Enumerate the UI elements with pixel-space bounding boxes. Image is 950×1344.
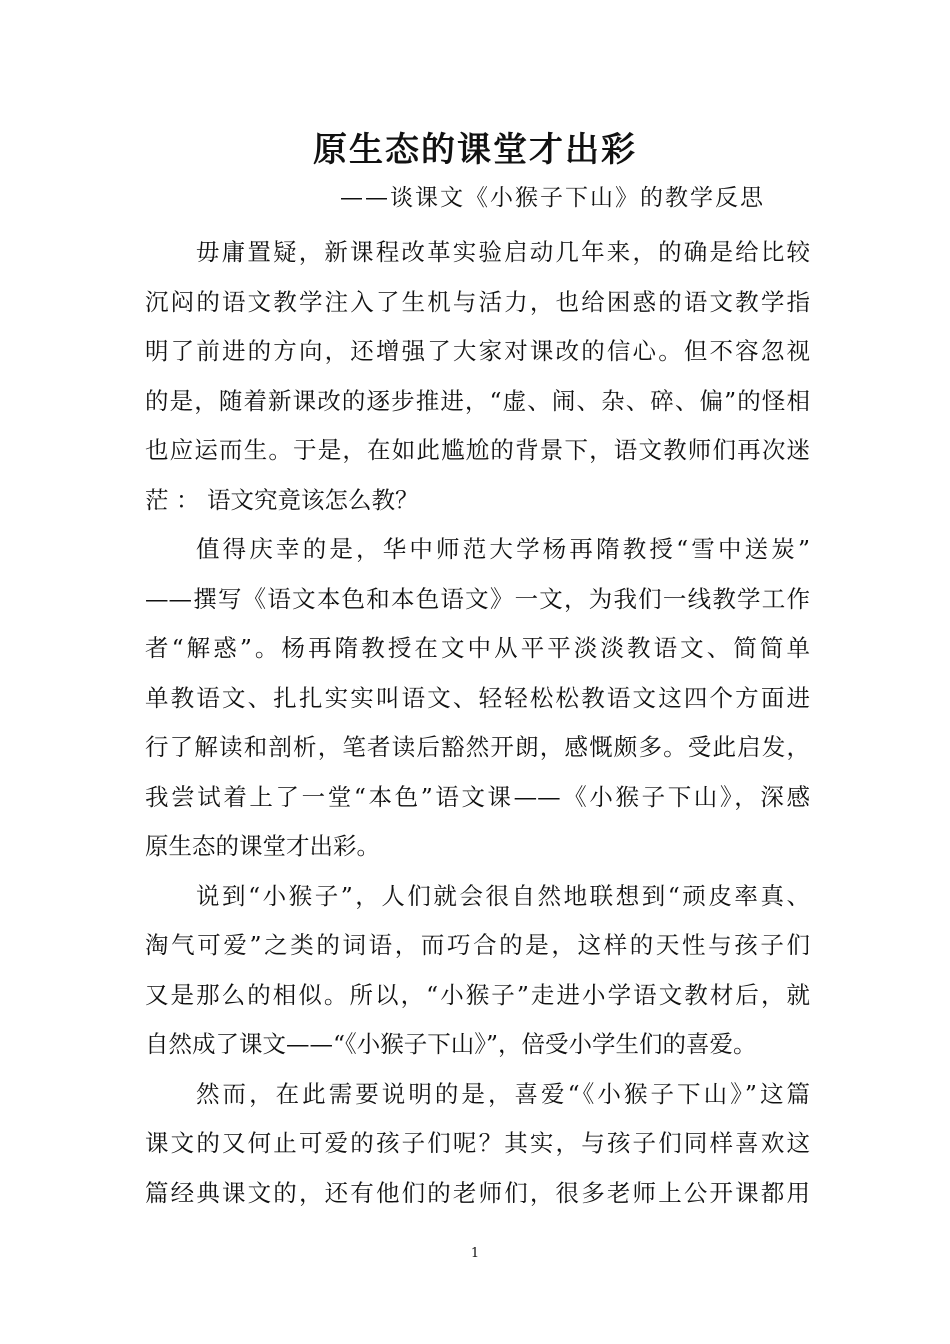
page-number: 1 — [470, 1246, 480, 1261]
text-line: 也应运而生。于是，在如此尴尬的背景下，语文教师们再次迷 — [145, 436, 810, 464]
text-line: 淘气可爱”之类的词语，而巧合的是，这样的天性与孩子们 — [145, 931, 810, 959]
text-line: 篇经典课文的，还有他们的老师们，很多老师上公开课都用 — [145, 1178, 810, 1207]
text-line: 然而，在此需要说明的是，喜爱“《小猴子下山》”这篇 — [196, 1079, 810, 1108]
text-line: 行了解读和剖析，笔者读后豁然开朗，感慨颇多。受此启发， — [145, 733, 810, 761]
text-line: 又是那么的相似。所以，“小猴子”走进小学语文教材后，就 — [145, 980, 810, 1009]
text-line: ——撰写《语文本色和本色语文》一文，为我们一线教学工作 — [145, 584, 810, 613]
document-subtitle: ——谈课文《小猴子下山》的教学反思 — [340, 185, 765, 211]
text-line: 原生态的课堂才出彩。 — [145, 832, 380, 860]
text-line: 自然成了课文——“《小猴子下山》”，倍受小学生们的喜爱。 — [145, 1030, 757, 1058]
document-title: 原生态的课堂才出彩 — [313, 130, 637, 170]
document-body — [145, 228, 810, 1218]
text-line: 茫 ： 语文究竟该怎么教？ — [145, 485, 419, 514]
text-line: 的是，随着新课改的逐步推进，“虚、闹、杂、碎、偏”的怪相 — [145, 386, 810, 415]
text-line: 者“解惑”。杨再隋教授在文中从平平淡淡教语文、简简单 — [145, 634, 810, 662]
text-line: 说到“小猴子”，人们就会很自然地联想到“顽皮率真、 — [196, 881, 810, 910]
text-line: 沉闷的语文教学注入了生机与活力，也给困惑的语文教学指 — [145, 287, 810, 316]
text-line: 毋庸置疑，新课程改革实验启动几年来，的确是给比较 — [196, 238, 810, 266]
text-line: 明了前进的方向，还增强了大家对课改的信心。但不容忽视 — [145, 337, 810, 365]
text-line: 值得庆幸的是，华中师范大学杨再隋教授“雪中送炭” — [196, 535, 810, 563]
text-line: 我尝试着上了一堂“本色”语文课——《小猴子下山》，深感 — [145, 782, 810, 811]
text-line: 单教语文、扎扎实实叫语文、轻轻松松教语文这四个方面进 — [145, 683, 810, 712]
text-line: 课文的又何止可爱的孩子们呢？其实，与孩子们同样喜欢这 — [145, 1129, 810, 1157]
